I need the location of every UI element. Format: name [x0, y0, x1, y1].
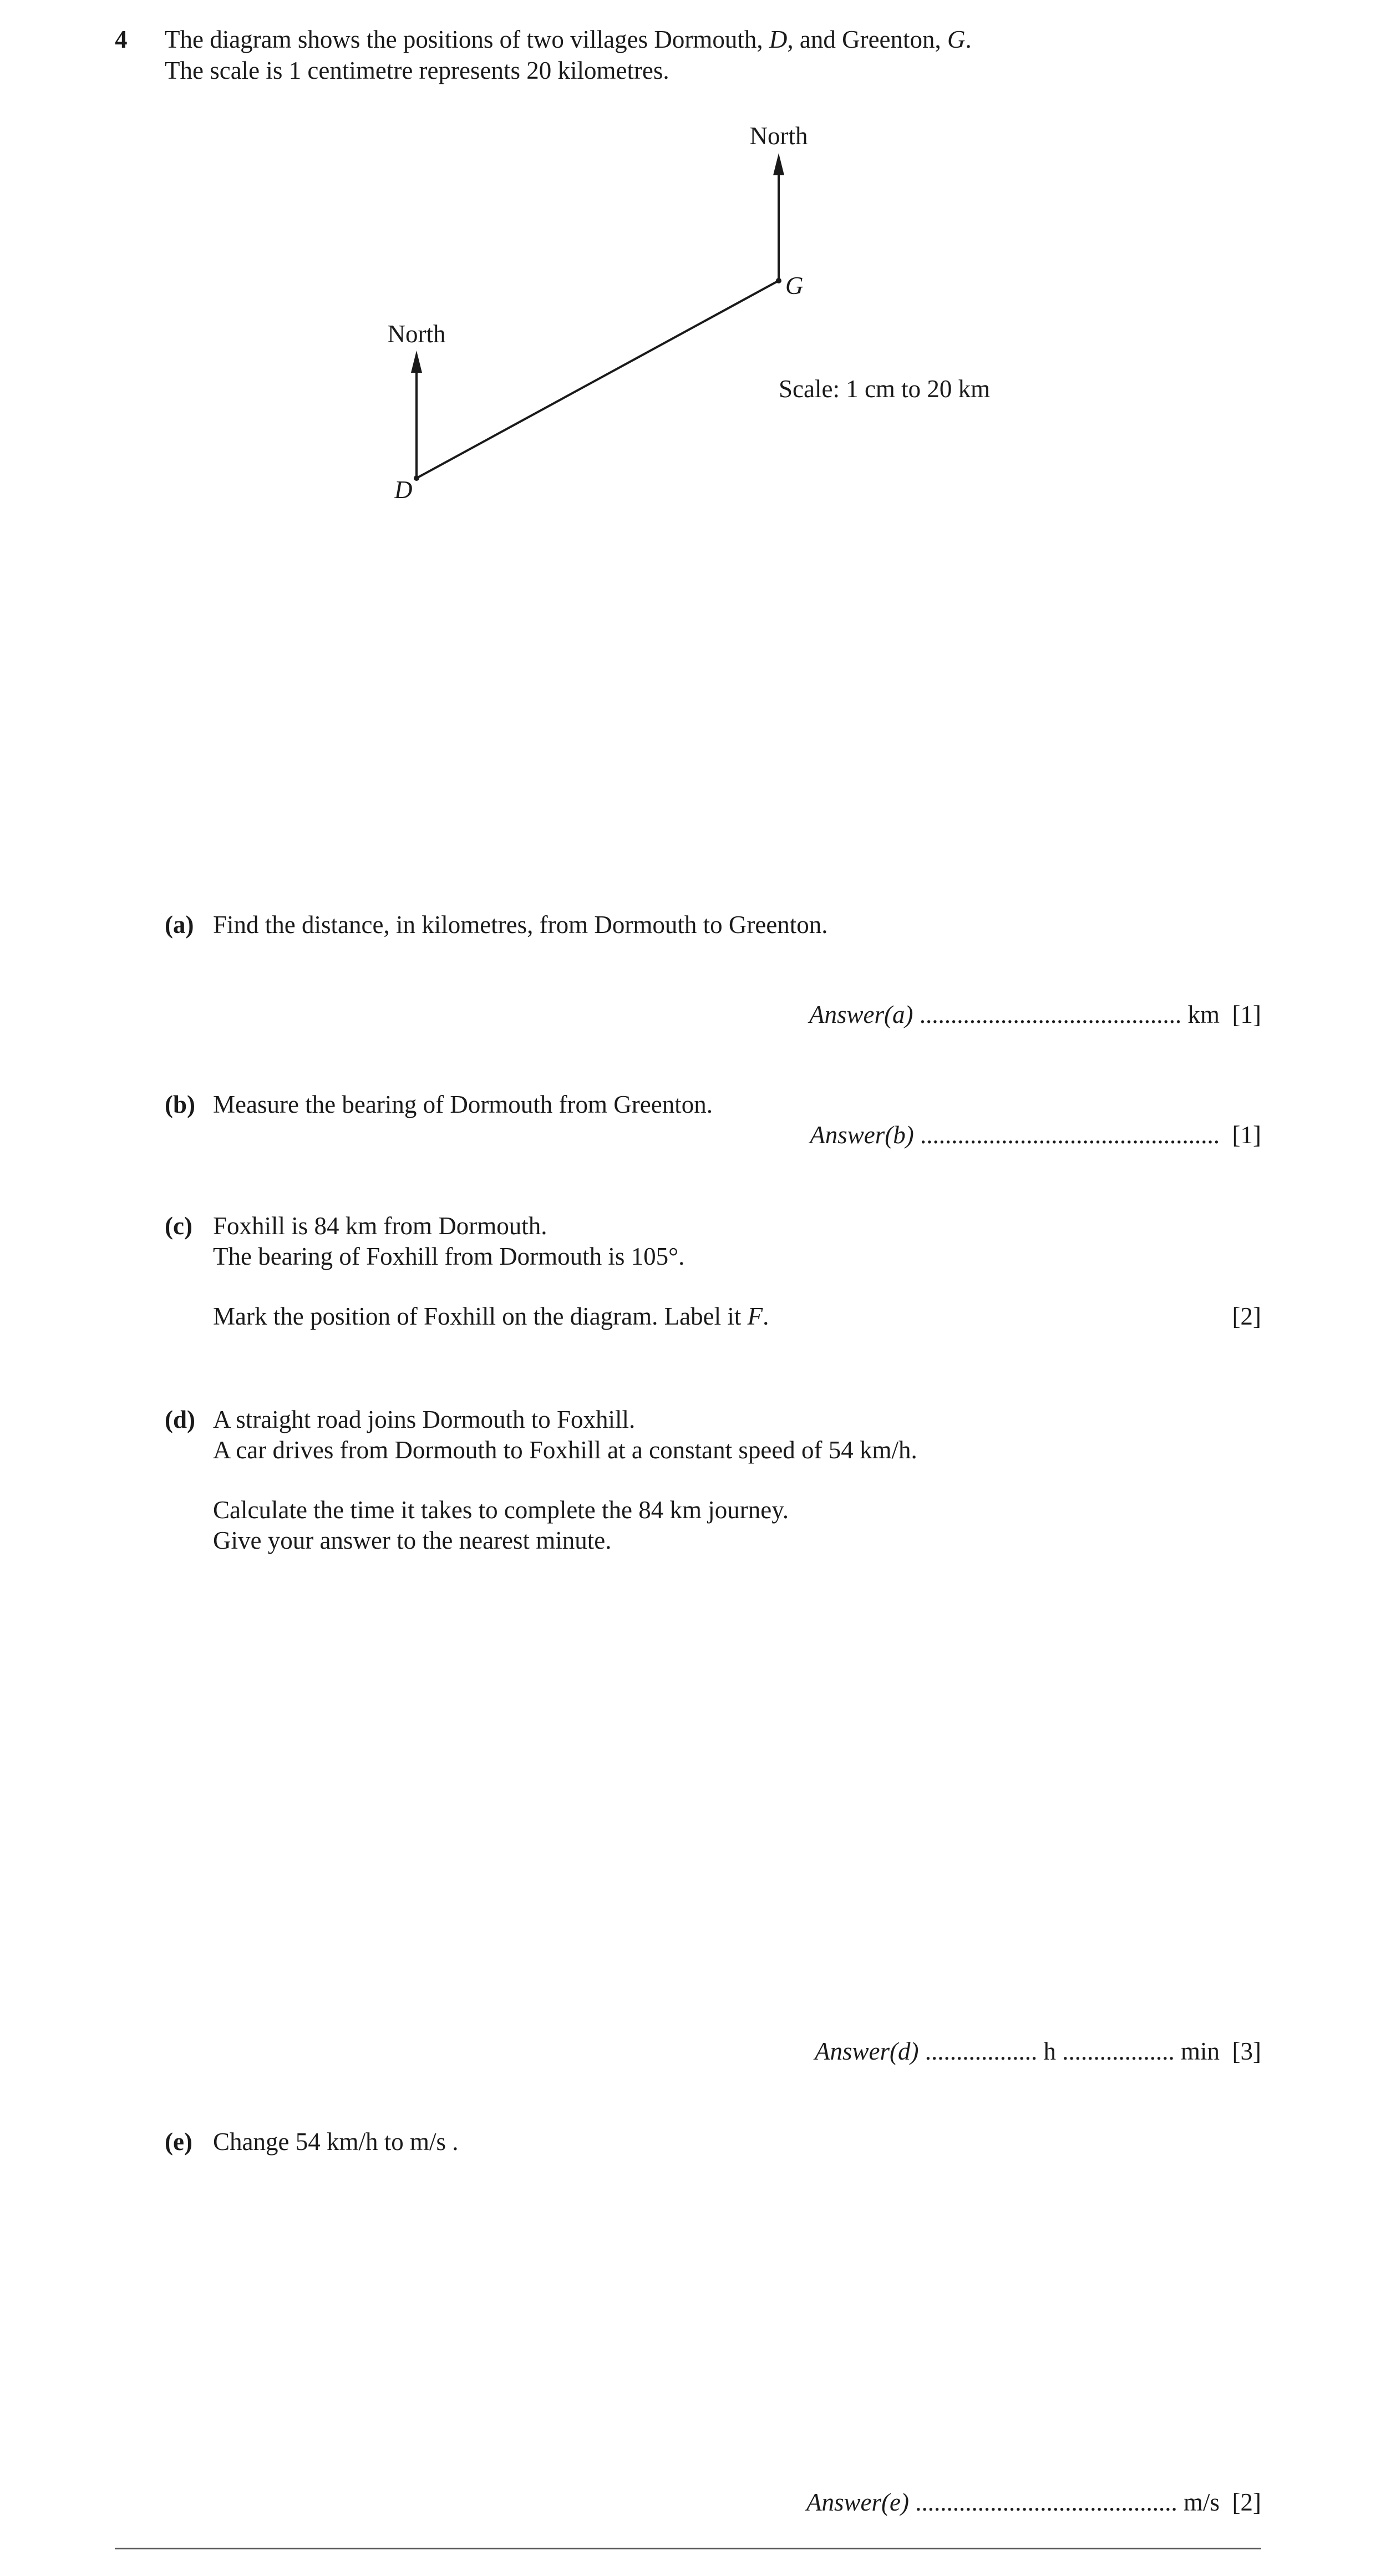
part-c-instruction	[213, 1301, 769, 1331]
north-label-g: North	[749, 122, 808, 150]
part-c-label: (c)	[165, 1212, 192, 1240]
scale-label: Scale: 1 cm to 20 km	[779, 375, 991, 403]
north-arrowhead-d	[411, 351, 422, 373]
part-a-answer-dots[interactable]: ..........................................	[919, 1001, 1182, 1028]
part-d-line4: Give your answer to the nearest minute.	[213, 1527, 612, 1554]
line-dormouth-greenton	[417, 281, 779, 478]
part-c-instruction-end: .	[763, 1302, 769, 1330]
part-e-label: (e)	[165, 2128, 192, 2156]
part-d-line2: A car drives from Dormouth to Foxhill at a constant speed of 54 km/h.	[213, 1436, 917, 1464]
point-d	[414, 475, 419, 481]
part-d-hours-dots[interactable]: ..................	[925, 2037, 1038, 2065]
point-g	[776, 278, 781, 283]
part-b-answer-dots[interactable]: ................................................	[920, 1121, 1220, 1149]
intro-text-2: , and Greenton,	[787, 26, 948, 53]
part-a-text: Find the distance, in kilometres, from Dormouth to Greenton.	[213, 911, 828, 939]
part-c-line1: Foxhill is 84 km from Dormouth.	[213, 1212, 547, 1240]
part-b-marks: [1]	[1232, 1121, 1261, 1149]
question-number: 4	[115, 26, 128, 53]
part-c-line2: The bearing of Foxhill from Dormouth is 105°.	[213, 1243, 685, 1270]
intro-text-1: The diagram shows the positions of two villages Dormouth,	[165, 26, 769, 53]
part-d-line1: A straight road joins Dormouth to Foxhill.	[213, 1406, 636, 1433]
part-d-unit-min: min	[1181, 2037, 1220, 2065]
part-d-line3: Calculate the time it takes to complete the 84 km journey.	[213, 1496, 789, 1524]
part-e-text: Change 54 km/h to m/s .	[213, 2128, 459, 2156]
part-a-answer-line	[809, 1000, 1261, 1030]
part-e-answer-line	[806, 2487, 1261, 2517]
part-e-marks: [2]	[1232, 2488, 1261, 2516]
part-b-text: Measure the bearing of Dormouth from Greenton.	[213, 1091, 713, 1118]
label-g: G	[785, 272, 804, 300]
north-label-d: North	[387, 320, 446, 348]
part-a-label: (a)	[165, 911, 194, 939]
part-e-answer-label: Answer(e)	[806, 2488, 909, 2516]
part-e-unit: m/s	[1183, 2488, 1220, 2516]
part-a-marks: [1]	[1232, 1001, 1261, 1028]
part-d-minutes-dots[interactable]: ..................	[1062, 2037, 1175, 2065]
label-d: D	[394, 476, 413, 504]
part-d-answer-label: Answer(d)	[815, 2037, 919, 2065]
part-b-answer-line	[810, 1120, 1261, 1150]
part-e-answer-dots[interactable]: ..........................................	[915, 2488, 1177, 2516]
part-c-marks: [2]	[1232, 1302, 1261, 1330]
part-d-unit-h: h	[1043, 2037, 1056, 2065]
bearing-diagram	[0, 0, 1376, 555]
part-c-instruction-text: Mark the position of Foxhill on the diagram. Label it	[213, 1302, 748, 1330]
part-d-answer-line	[815, 2036, 1261, 2066]
part-a-unit: km	[1187, 1001, 1220, 1028]
part-b-answer-label: Answer(b)	[810, 1121, 914, 1149]
page-bottom-rule	[115, 2548, 1261, 2549]
intro-symbol-g: G	[947, 26, 966, 53]
north-arrowhead-g	[773, 153, 784, 175]
intro-symbol-d: D	[769, 26, 788, 53]
part-c-symbol-f: F	[747, 1302, 763, 1330]
part-d-marks: [3]	[1232, 2037, 1261, 2065]
intro-text-3: .	[965, 26, 972, 53]
part-a-answer-label: Answer(a)	[809, 1001, 913, 1028]
part-d-label: (d)	[165, 1406, 195, 1433]
part-b-label: (b)	[165, 1091, 195, 1118]
scale-sentence: The scale is 1 centimetre represents 20 kilometres.	[165, 57, 669, 84]
